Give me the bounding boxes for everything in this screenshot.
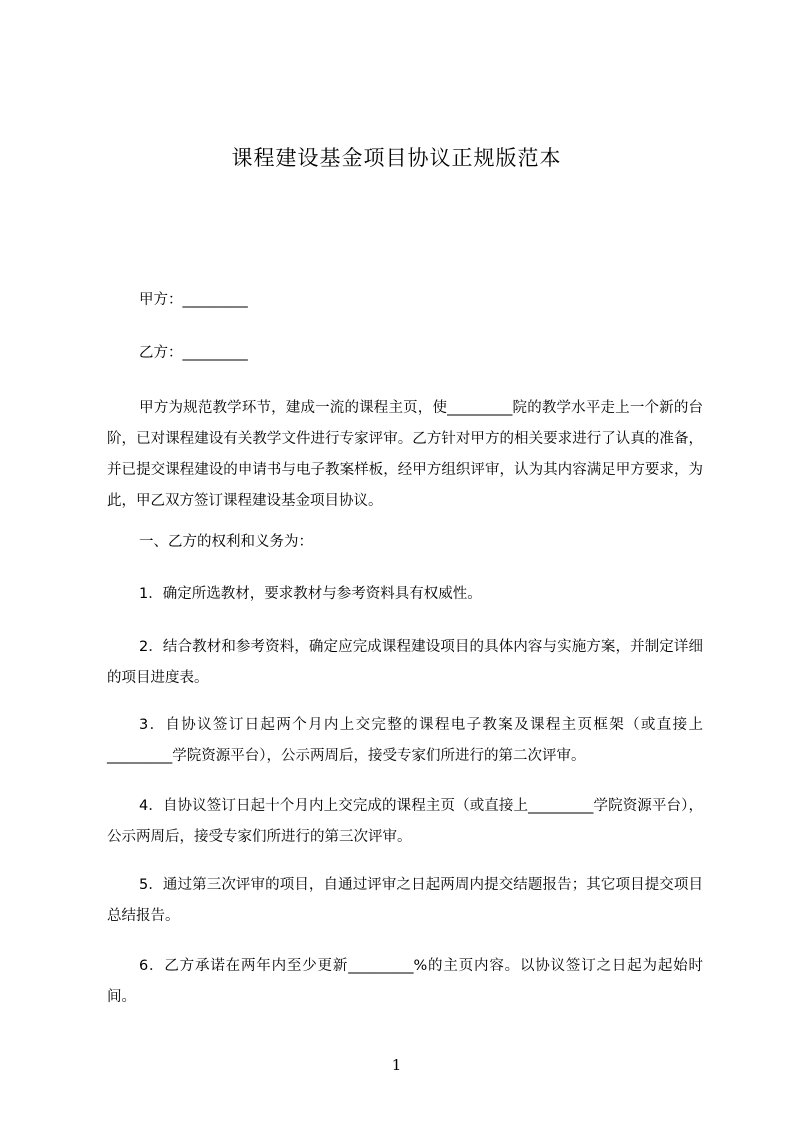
clause-4 [107, 791, 703, 853]
clause-5 [107, 870, 703, 932]
clause-1-text: 1．确定所选教材，要求教材与参考资料具有权威性。 [139, 586, 482, 602]
clause-2 [107, 632, 703, 694]
clause-6-text: 6．乙方承诺在两年内至少更新_________%的主页内容。以协议签订之日起为起始时间。 [107, 958, 703, 1005]
clause-4-text: 4．自协议签订日起十个月内上交完成的课程主页（或直接上_________学院资源平台），公示两周后，接受专家们所进行的第三次评审。 [107, 798, 703, 845]
clause-2-text: 2．结合教材和参考资料，确定应完成课程建设项目的具体内容与实施方案，并制定详细的项目进度表。 [107, 639, 703, 686]
party-b-line: 乙方：_________ [139, 345, 248, 361]
clause-3 [107, 710, 703, 772]
party-a-line: 甲方：_________ [139, 292, 248, 308]
page-number: 1 [391, 1056, 402, 1074]
document-title: 课程建设基金项目协议正规版范本 [231, 146, 562, 170]
section-heading: 一、乙方的权利和义务为： [139, 534, 313, 550]
clause-3-text: 3．自协议签订日起两个月内上交完整的课程电子教案及课程主页框架（或直接上_________学院资源平台），公示两周后，接受专家们所进行的第二次评审。 [107, 717, 703, 764]
clause-1 [107, 579, 703, 610]
intro-text: 甲方为规范教学环节，建成一流的课程主页，使_________院的教学水平走上一个新的台阶，已对课程建设有关教学文件进行专家评审。乙方针对甲方的相关要求进行了认真的准备，并已提交课程建设的申请书与电子教案样板，经甲方组织评审，认为其内容满足甲方要求，为此，甲乙双方签订课程建设基金项目协议。 [107, 400, 703, 509]
clause-5-text: 5．通过第三次评审的项目，自通过评审之日起两周内提交结题报告；其它项目提交项目总结报告。 [107, 877, 703, 924]
clause-6 [107, 951, 703, 1013]
intro-paragraph [107, 393, 703, 517]
